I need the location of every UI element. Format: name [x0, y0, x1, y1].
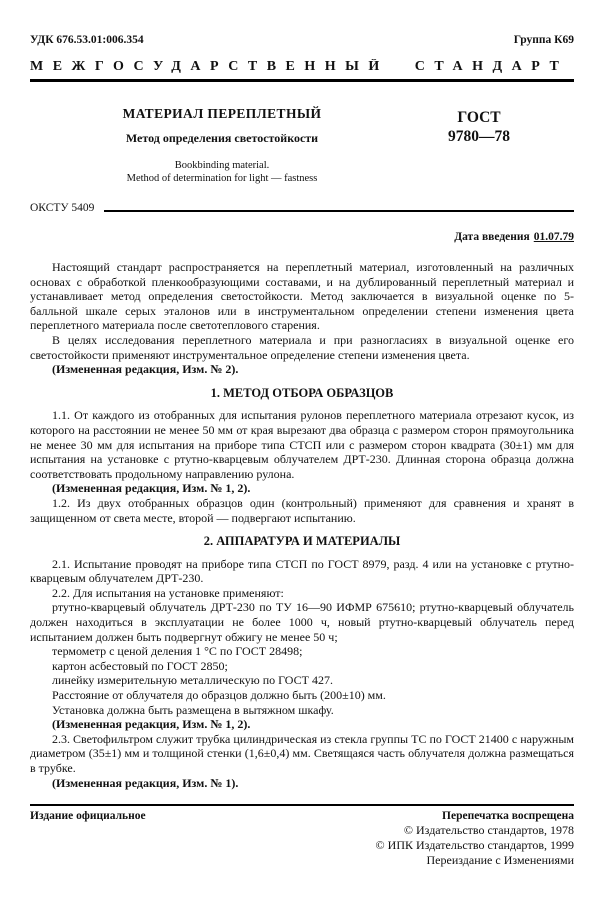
intro-paragraph-purpose: В целях исследования переплетного материала и при разногласиях в визуальной оценке его светостойкости применяют инструментальное определение степени изменения цвета.	[30, 332, 574, 362]
section-1-heading: 1. МЕТОД ОТБОРА ОБРАЗЦОВ	[210, 385, 394, 400]
footer-row	[30, 810, 574, 822]
clause-2-2-distance: Расстояние от облучателя до образцов должно быть (200±10) мм.	[52, 688, 386, 703]
title-en-line2: Method of determination for light — fastness	[126, 173, 318, 184]
gost-designation	[384, 106, 574, 194]
title-block	[30, 106, 574, 194]
document-title-en	[60, 159, 384, 185]
copyright-block	[30, 823, 574, 868]
clause-1-2: 1.2. Из двух отобранных образцов один (контрольный) применяют для сравнения и хранят в защищенном от света месте, второй — подвергают испытанию.	[30, 495, 574, 525]
clause-2-3: 2.3. Светофильтром служит трубка цилиндрическая из стекла группы ТС по ГОСТ 21400 с наружным диаметром (35±1) мм и толщиной стенки (1,6±0,4) мм. Светящаяся часть облучателя должна размещаться в трубке.	[30, 731, 574, 775]
okstu-row	[30, 202, 574, 214]
clause-2-1: 2.1. Испытание проводят на приборе типа СТСП по ГОСТ 8979, разд. 4 или на установке с ртутно-кварцевым облучателем ДРТ-230.	[30, 556, 574, 586]
okstu-rule	[104, 210, 574, 212]
gost-label: ГОСТ	[457, 109, 501, 126]
title-column	[30, 106, 384, 194]
clause-2-2-item-cardboard: картон асбестовый по ГОСТ 2850;	[52, 658, 228, 673]
udk-code: УДК 676.53.01:006.354	[30, 34, 144, 46]
okstu-code: ОКСТУ 5409	[30, 202, 95, 214]
clause-2-2-item-ruler: линейку измерительную металлическую по ГОСТ 427.	[52, 673, 333, 688]
gost-number: 9780—78	[448, 128, 510, 145]
introduction-date-value: 01.07.79	[533, 231, 574, 243]
document-subtitle-ru: Метод определения светостойкости	[125, 131, 319, 145]
introduction-date-row	[30, 231, 574, 243]
document-body	[30, 260, 574, 790]
reissue-note: Переиздание с Изменениями	[426, 853, 574, 868]
header-rule	[30, 79, 574, 82]
intro-paragraph-scope: Настоящий стандарт распространяется на переплетный материал, изготовленный на различных основах с обработкой пленкообразующими составами, и на дублированный переплетный материал и устанавливает метод определения светостойкости. Метод заключается в визуальной оценке по 5-балльной шкале серых эталонов или в инструментальном определении степени изменения цвета переплетного материала после светотеплового старения.	[30, 260, 574, 333]
official-edition-label: Издание официальное	[30, 810, 146, 823]
clause-2-3-amendment-note: (Измененная редакция, Изм. № 1).	[52, 775, 239, 790]
section-2-heading: 2. АППАРАТУРА И МАТЕРИАЛЫ	[203, 534, 401, 549]
title-en-line1: Bookbinding material.	[174, 160, 270, 171]
clause-1-1: 1.1. От каждого из отобранных для испытания рулонов переплетного материала отрезают кусок, из которого на расстоянии не менее 50 мм от края вырезают два образца с размером сторон прямоугольника не менее 30 мм для испытания на приборе типа СТСП или с размером сторон квадрата (30±1) мм для испытания на установке с ртутно-кварцевым облучателем ДРТ-230. Длинная сторона образца должна соответствовать продольному направлению рулона.	[30, 408, 574, 481]
introduction-date-label: Дата введения	[454, 231, 530, 243]
clause-1-1-amendment-note: (Измененная редакция, Изм. № 1, 2).	[52, 481, 251, 496]
clause-2-2-item-irradiator: ртутно-кварцевый облучатель ДРТ-230 по ТУ 16—90 ИФМР 675610; ртутно-кварцевый облучатель должен находиться в эксплуатации не более 1000 ч, новый ртутно-кварцевый облучатель перед испытанием должен быть подвергнут обжигу не менее 50 ч;	[30, 600, 574, 644]
footer-rule	[30, 804, 574, 806]
no-reprint-label: Перепечатка воспрещена	[442, 810, 574, 823]
standard-kind-banner: МЕЖГОСУДАРСТВЕННЫЙ СТАНДАРТ	[30, 59, 569, 74]
copyright-1999: © ИПК Издательство стандартов, 1999	[375, 838, 574, 853]
clause-2-2-item-thermometer: термометр с ценой деления 1 °С по ГОСТ 28498;	[52, 644, 303, 659]
clause-2-2-amendment-note: (Измененная редакция, Изм. № 1, 2).	[52, 717, 251, 732]
document-title-ru: МАТЕРИАЛ ПЕРЕПЛЕТНЫЙ	[122, 106, 322, 121]
intro-amendment-note: (Измененная редакция, Изм. № 2).	[52, 362, 239, 377]
clause-2-2-fume-hood: Установка должна быть размещена в вытяжном шкафу.	[52, 702, 334, 717]
group-code: Группа К69	[513, 34, 574, 46]
clause-2-2: 2.2. Для испытания на установке применяют:	[52, 585, 284, 600]
document-identifiers-row	[30, 34, 574, 46]
copyright-1978: © Издательство стандартов, 1978	[403, 823, 574, 838]
